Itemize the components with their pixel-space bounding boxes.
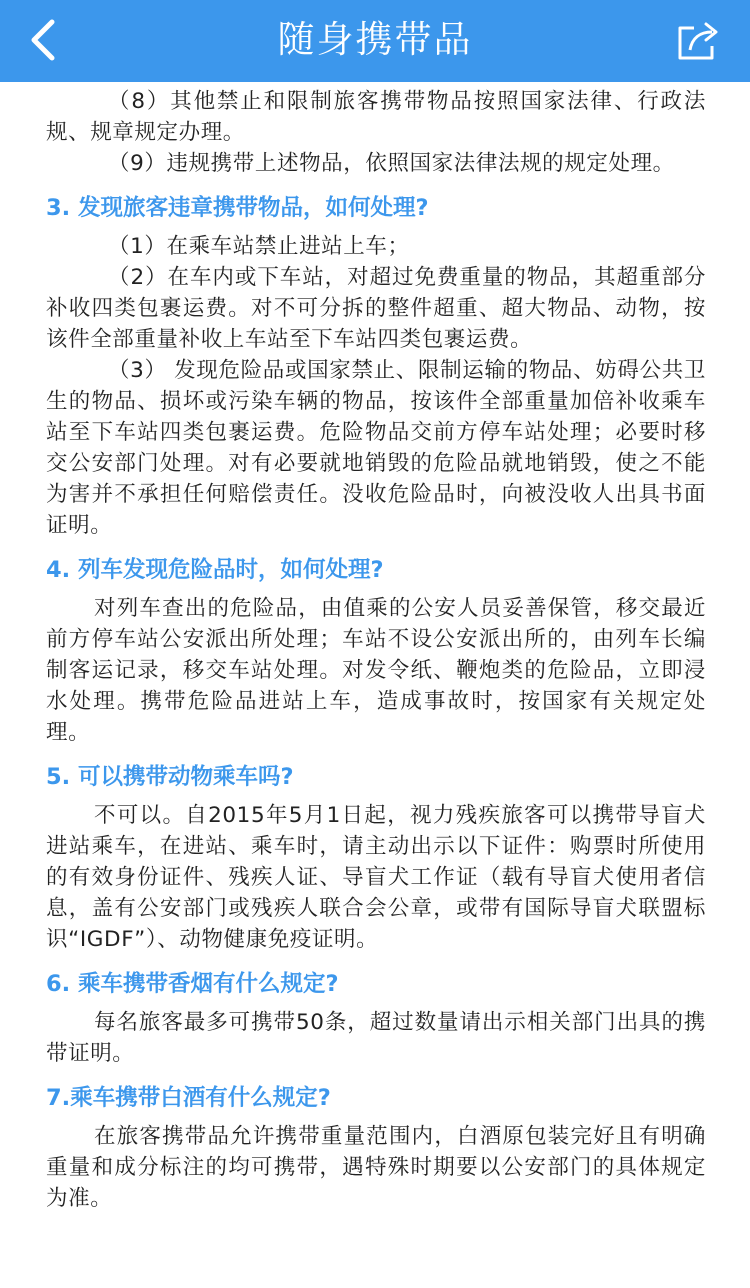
article-body xyxy=(46,86,706,1214)
intro-item-9: （9）违规携带上述物品，依照国家法律法规的规定处理。 xyxy=(108,151,675,176)
section-5-body: 不可以。自2015年5月1日起，视力残疾旅客可以携带导盲犬进站乘车，在进站、乘车时，请主动出示以下证件：购票时所使用的有效身份证件、残疾人证、导盲犬工作证（载有导盲犬使用者信息，盖有公安部门或残疾人联合会公章，或带有国际导盲犬联盟标识“IGDF”）、动物健康免疫证明。 xyxy=(46,803,706,952)
section-3-item-2: （2）在车内或下车站，对超过免费重量的物品，其超重部分补收四类包裹运费。对不可分拆的整件超重、超大物品、动物，按该件全部重量补收上车站至下车站四类包裹运费。 xyxy=(46,265,706,352)
intro-item-8: （8）其他禁止和限制旅客携带物品按照国家法律、行政法规、规章规定办理。 xyxy=(46,89,706,145)
section-heading-7: 7.乘车携带白酒有什么规定? xyxy=(46,1085,331,1111)
section-heading-3: 3. 发现旅客违章携带物品，如何处理? xyxy=(46,195,429,221)
section-7-body: 在旅客携带品允许携带重量范围内，白酒原包装完好且有明确重量和成分标注的均可携带，遇特殊时期要以公安部门的具体规定为准。 xyxy=(46,1124,706,1211)
section-6-body: 每名旅客最多可携带50条，超过数量请出示相关部门出具的携带证明。 xyxy=(46,1010,706,1066)
article-content[interactable] xyxy=(0,82,750,1288)
section-heading-4: 4. 列车发现危险品时，如何处理? xyxy=(46,557,384,583)
section-heading-6: 6. 乘车携带香烟有什么规定? xyxy=(46,971,339,997)
share-button[interactable] xyxy=(672,14,724,66)
section-heading-5: 5. 可以携带动物乘车吗? xyxy=(46,764,294,790)
section-3-item-1: （1）在乘车站禁止进站上车； xyxy=(108,234,410,259)
page-title: 随身携带品 xyxy=(277,18,473,61)
section-4-body: 对列车查出的危险品，由值乘的公安人员妥善保管，移交最近前方停车站公安派出所处理；车站不设公安派出所的，由列车长编制客运记录，移交车站处理。对发令纸、鞭炮类的危险品，立即浸水处理。携带危险品进站上车，造成事故时，按国家有关规定处理。 xyxy=(46,596,706,745)
top-nav-bar xyxy=(0,0,750,82)
section-3-item-3: （3） 发现危险品或国家禁止、限制运输的物品、妨碍公共卫生的物品、损坏或污染车辆的物品，按该件全部重量加倍补收乘车站至下车站四类包裹运费。危险物品交前方停车站处理；必要时移交公安部门处理。对有必要就地销毁的危险品就地销毁，使之不能为害并不承担任何赔偿责任。没收危险品时，向被没收人出具书面证明。 xyxy=(46,358,706,538)
share-icon xyxy=(672,14,724,66)
